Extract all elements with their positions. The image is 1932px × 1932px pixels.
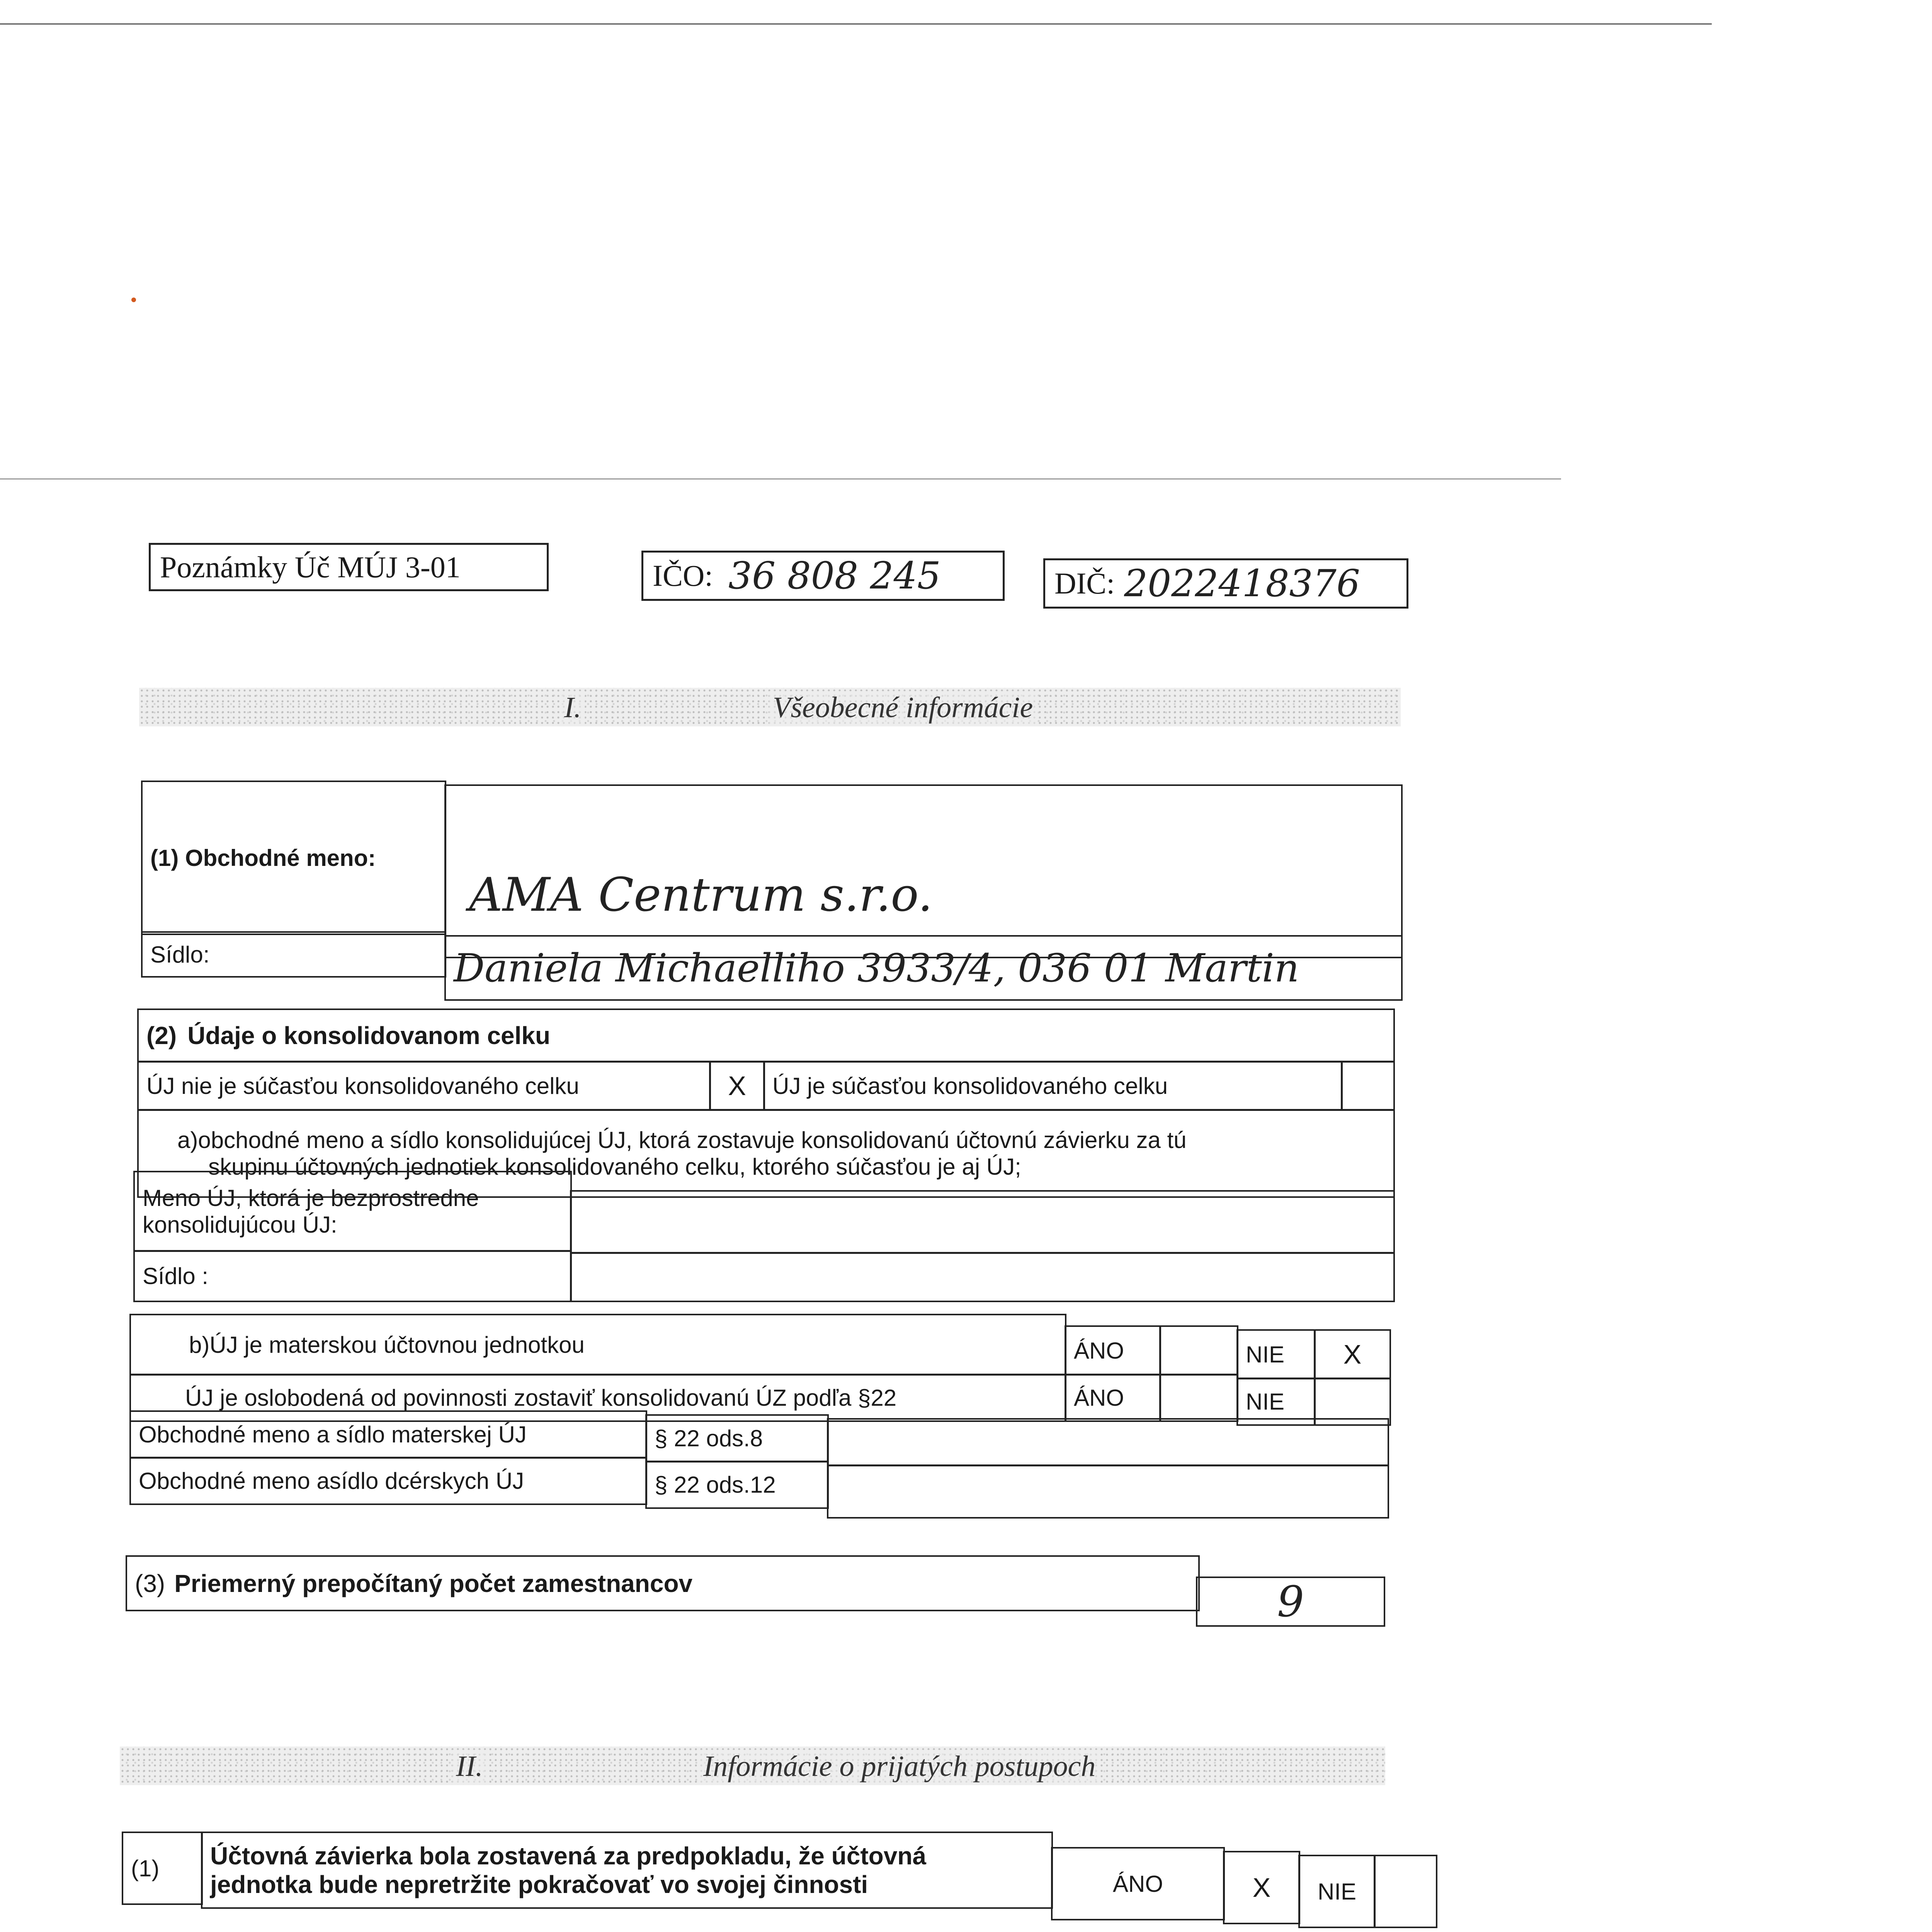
sidlo-label: Sídlo:	[150, 941, 210, 968]
sidlo-value-cell	[444, 935, 1403, 1001]
dcerske-label: Obchodné meno asídlo dcérskych ÚJ	[139, 1468, 524, 1494]
oslobodena-ano-cell	[1065, 1374, 1161, 1422]
ico-label: IČO:	[653, 559, 713, 592]
sidlo-value: Daniela Michaelliho 3933/4, 036 01 Martin	[454, 945, 1299, 991]
konsolidujuca-sidlo-label-cell	[133, 1250, 572, 1302]
consolidating-text-line-2: skupinu účtovných jednotiek konsolidovaného celku, ktorého súčasťou je aj ÚJ;	[208, 1154, 1021, 1180]
is-part-cell	[763, 1061, 1343, 1111]
materska-ano-cell	[1065, 1325, 1161, 1376]
materska-uj-cell	[129, 1314, 1066, 1376]
scan-top-edge	[0, 23, 1712, 25]
section-1-number: I.	[560, 691, 585, 724]
materska-uj-text: b)ÚJ je materskou účtovnou jednotkou	[189, 1332, 585, 1358]
form-label-box	[149, 543, 549, 591]
materska-nazov-label-cell	[129, 1410, 647, 1459]
going-concern-num-cell	[122, 1832, 203, 1905]
obchodne-meno-label-cell	[141, 781, 446, 935]
materska-ano-mark-cell	[1159, 1325, 1238, 1376]
oslobodena-text: ÚJ je oslobodená od povinnosti zostaviť konsolidovanú ÚZ podľa §22	[185, 1385, 897, 1411]
obchodne-meno-value-cell	[444, 784, 1403, 958]
zamestnanci-label-cell	[126, 1555, 1200, 1611]
oslobodena-ano-label: ÁNO	[1074, 1385, 1124, 1411]
zamestnanci-num: (3)	[135, 1569, 165, 1597]
meno-uj-label-line-2: konsolidujúcou ÚJ:	[143, 1212, 337, 1238]
section-1-band	[139, 688, 1401, 726]
materska-nie-label: NIE	[1246, 1341, 1285, 1367]
sidlo-label-cell	[141, 931, 446, 978]
konsolidovany-celok-title: Údaje o konsolidovanom celku	[187, 1022, 551, 1049]
going-concern-nie-label: NIE	[1317, 1878, 1357, 1905]
oslobodena-ano-mark-cell	[1159, 1374, 1238, 1422]
materska-nie-mark: X	[1343, 1339, 1362, 1369]
obchodne-meno-value: AMA Centrum s.r.o.	[469, 868, 933, 922]
not-part-mark: X	[728, 1071, 746, 1101]
materska-nazov-ref-cell	[645, 1414, 829, 1463]
section-1-title: Všeobecné informácie	[769, 691, 1037, 724]
konsolidovany-celok-num: (2)	[146, 1022, 177, 1049]
zamestnanci-label: Priemerný prepočítaný počet zamestnancov	[174, 1569, 693, 1597]
meno-uj-value-cell	[570, 1190, 1395, 1254]
consolidating-text-line-1: a)obchodné meno a sídlo konsolidujúcej ÚJ, ktorá zostavuje konsolidovanú účtovnú závierku za tú	[177, 1127, 1187, 1153]
meno-uj-label-cell	[133, 1171, 572, 1252]
dcerske-ref-cell	[645, 1461, 829, 1509]
section-2-number: II.	[452, 1750, 487, 1783]
going-concern-line-1: Účtovná závierka bola zostavená za predpokladu, že účtovná	[210, 1842, 927, 1870]
not-part-mark-cell	[709, 1061, 765, 1111]
going-concern-nie-mark-cell	[1374, 1855, 1437, 1928]
obchodne-meno-label: (1) Obchodné meno:	[150, 845, 376, 871]
dcerske-label-cell	[129, 1457, 647, 1505]
going-concern-ano-mark-cell	[1223, 1851, 1300, 1924]
going-concern-text-cell	[201, 1832, 1053, 1909]
is-part-text: ÚJ je súčasťou konsolidovaného celku	[772, 1073, 1168, 1099]
materska-nazov-ref: § 22 ods.8	[655, 1425, 763, 1451]
materska-nazov-value-cell	[827, 1418, 1389, 1466]
materska-nie-cell	[1236, 1329, 1316, 1379]
section-2-band	[120, 1747, 1385, 1785]
materska-ano-label: ÁNO	[1074, 1337, 1124, 1364]
not-part-cell	[137, 1061, 711, 1111]
meno-uj-label-line-1: Meno ÚJ, ktorá je bezprostredne	[143, 1185, 479, 1211]
going-concern-line-2: jednotka bude nepretržite pokračovať vo svojej činnosti	[210, 1871, 868, 1898]
not-part-text: ÚJ nie je súčasťou konsolidovaného celku	[146, 1073, 579, 1099]
dic-box	[1043, 558, 1408, 609]
form-label: Poznámky Úč MÚJ 3-01	[160, 550, 461, 584]
materska-nazov-label: Obchodné meno a sídlo materskej ÚJ	[139, 1422, 527, 1447]
dic-value: 2022418376	[1124, 562, 1360, 605]
dic-label: DIČ:	[1054, 566, 1115, 600]
ico-box	[641, 551, 1005, 601]
zamestnanci-value-cell	[1196, 1577, 1385, 1627]
scan-speck	[131, 298, 136, 302]
dcerske-value-cell	[827, 1464, 1389, 1519]
konsolidujuca-sidlo-value-cell	[570, 1252, 1395, 1302]
going-concern-ano-cell	[1051, 1847, 1225, 1920]
going-concern-num: (1)	[131, 1855, 160, 1881]
oslobodena-nie-label: NIE	[1246, 1389, 1285, 1415]
konsolidujuca-sidlo-label: Sídlo :	[143, 1263, 209, 1289]
is-part-mark-cell	[1341, 1061, 1395, 1111]
ico-value: 36 808 245	[728, 554, 941, 597]
materska-nie-mark-cell	[1314, 1329, 1391, 1379]
konsolidovany-celok-title-cell	[137, 1009, 1395, 1063]
going-concern-nie-cell	[1298, 1855, 1376, 1928]
scan-page-edge	[0, 478, 1561, 480]
section-2-title: Informácie o prijatých postupoch	[699, 1750, 1099, 1783]
going-concern-ano-mark: X	[1252, 1872, 1271, 1903]
zamestnanci-value: 9	[1277, 1577, 1304, 1626]
going-concern-ano-label: ÁNO	[1112, 1871, 1163, 1897]
dcerske-ref: § 22 ods.12	[655, 1472, 776, 1498]
